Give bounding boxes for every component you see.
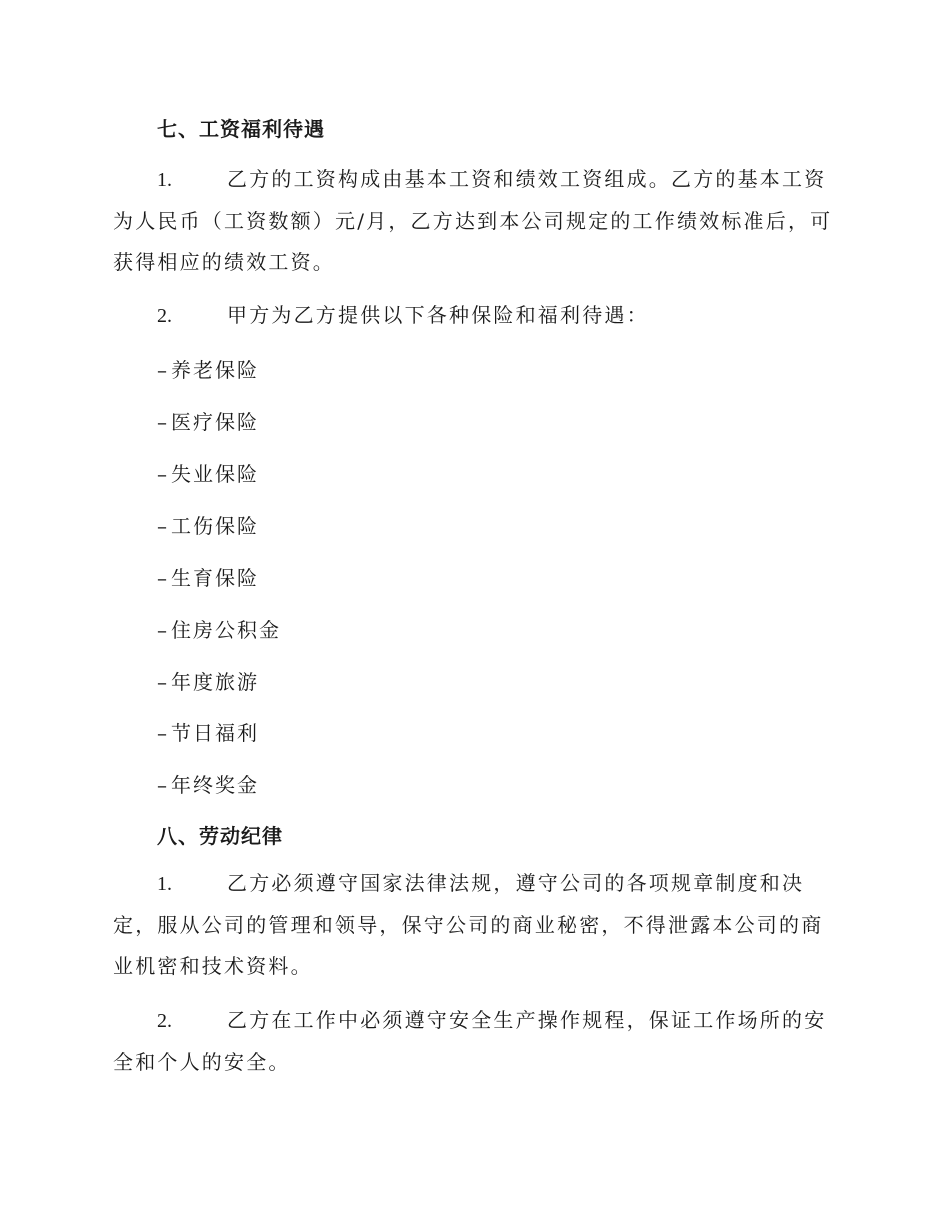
section-heading-7: 七、工资福利待遇 bbox=[157, 117, 325, 141]
benefit-item bbox=[157, 717, 259, 746]
paragraph-7-2 bbox=[113, 295, 833, 337]
list-dash: – bbox=[157, 410, 169, 434]
benefit-label: 医疗保险 bbox=[171, 410, 259, 434]
paragraph-text: 乙方的工资构成由基本工资和绩效工资组成。乙方的基本工资为人民币（工资数额）元/月，乙方达到本公司规定的工作绩效标准后，可获得相应的绩效工资。 bbox=[113, 167, 833, 274]
list-dash: – bbox=[157, 566, 169, 590]
benefit-item bbox=[157, 458, 259, 487]
list-dash: – bbox=[157, 670, 169, 694]
list-dash: – bbox=[157, 462, 169, 486]
benefit-item bbox=[157, 406, 259, 435]
paragraph-text: 乙方在工作中必须遵守安全生产操作规程，保证工作场所的安全和个人的安全。 bbox=[113, 1008, 827, 1074]
item-number: 1. bbox=[157, 169, 172, 191]
item-number: 2. bbox=[157, 305, 172, 327]
paragraph-8-2 bbox=[113, 1000, 833, 1083]
benefit-label: 失业保险 bbox=[171, 462, 259, 486]
benefit-label: 节日福利 bbox=[171, 721, 259, 745]
benefit-label: 年终奖金 bbox=[171, 773, 259, 797]
benefit-label: 年度旅游 bbox=[171, 670, 259, 694]
section-heading-8: 八、劳动纪律 bbox=[157, 824, 283, 848]
benefit-item bbox=[157, 614, 281, 643]
benefit-item bbox=[157, 666, 259, 695]
benefit-label: 养老保险 bbox=[171, 358, 259, 382]
paragraph-8-1 bbox=[113, 863, 833, 987]
paragraph-text: 甲方为乙方提供以下各种保险和福利待遇： bbox=[227, 303, 649, 327]
list-dash: – bbox=[157, 773, 169, 797]
benefit-label: 生育保险 bbox=[171, 566, 259, 590]
benefit-item bbox=[157, 562, 259, 591]
list-dash: – bbox=[157, 618, 169, 642]
list-dash: – bbox=[157, 514, 169, 538]
paragraph-7-1 bbox=[113, 159, 833, 283]
benefit-label: 住房公积金 bbox=[171, 618, 281, 642]
benefit-item bbox=[157, 354, 259, 383]
item-number: 1. bbox=[157, 873, 172, 895]
paragraph-text: 乙方必须遵守国家法律法规，遵守公司的各项规章制度和决定，服从公司的管理和领导，保守公司的商业秘密，不得泄露本公司的商业机密和技术资料。 bbox=[113, 871, 824, 978]
benefit-item bbox=[157, 769, 259, 798]
item-number: 2. bbox=[157, 1010, 172, 1032]
list-dash: – bbox=[157, 721, 169, 745]
benefit-label: 工伤保险 bbox=[171, 514, 259, 538]
benefit-item bbox=[157, 510, 259, 539]
list-dash: – bbox=[157, 358, 169, 382]
